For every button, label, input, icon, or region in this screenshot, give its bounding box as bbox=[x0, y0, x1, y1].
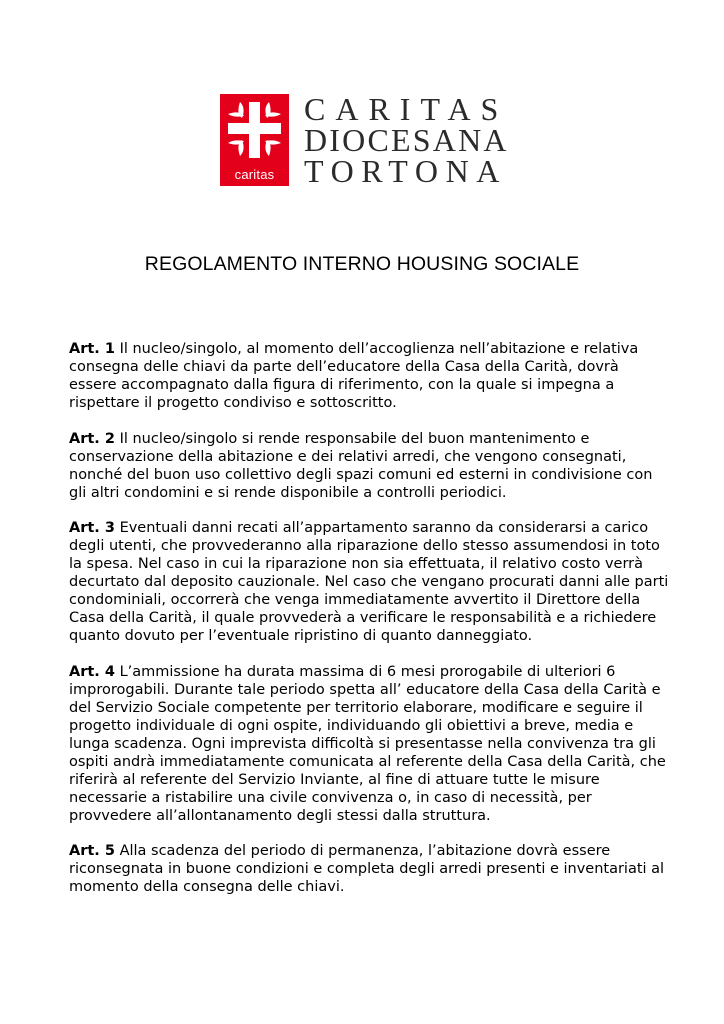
article-label: Art. 2 bbox=[69, 430, 115, 447]
articles-list bbox=[69, 340, 669, 914]
article-text: L’ammissione ha durata massima di 6 mesi prorogabile di ulteriori 6 improrogabili. Durante tale periodo spetta all’ educatore della Casa della Carità e del Servizio Sociale competente per territorio elaborare, modificare e seguire il progetto individuale di ogni ospite, individuando gli obiettivi a breve, media e lunga scadenza. Ogni imprevista difficoltà si presentasse nella convivenza tra gli ospiti andrà immediatamente comunicata al referente della Casa della Carità, che riferirà al referente del Servizio Inviante, al fine di attuare tutte le misure necessarie a ristabilire una civile convivenza o, in caso di necessità, per provvedere all’allontanamento degli stessi dalla struttura. bbox=[69, 663, 666, 824]
logo-wordmark bbox=[304, 91, 509, 189]
document-title: REGOLAMENTO INTERNO HOUSING SOCIALE bbox=[144, 253, 580, 275]
article-text: Il nucleo/singolo, al momento dell’accoglienza nell’abitazione e relativa consegna delle chiavi da parte dell’educatore della Casa della Carità, dovrà essere accompagnato dalla figura di riferimento, con la quale si impegna a rispettare il progetto condiviso e sottoscritto. bbox=[69, 341, 639, 411]
caritas-cross-icon bbox=[220, 94, 289, 186]
article-text: Eventuali danni recati all’appartamento saranno da considerarsi a carico degli utenti, che provvederanno alla riparazione dello stesso assumendosi in toto la spesa. Nel caso in cui la riparazione non sia effettuata, il relativo costo verrà decurtato dal deposito cauzionale. Nel caso che vengano procurati danni alle parti condominiali, occorrerà che venga immediatamente avvertito il Direttore della Casa della Carità, il quale provvederà a verificare le responsabilità e a richiedere quanto dovuto per l’eventuale ripristino di quanto danneggiato. bbox=[69, 520, 669, 644]
article-text: Il nucleo/singolo si rende responsabile del buon mantenimento e conservazione della abitazione e dei relativi arredi, che vengono consegnati, nonché del buon uso collettivo degli spazi comuni ed esterni in condivisione con gli altri condomini e si rende disponibile a controlli periodici. bbox=[69, 430, 653, 501]
caritas-logo bbox=[220, 91, 510, 190]
article-4 bbox=[69, 663, 669, 825]
logo-line-diocesana: DIOCESANA bbox=[304, 122, 509, 158]
logo-mark-word: caritas bbox=[234, 167, 275, 182]
article-label: Art. 1 bbox=[69, 341, 115, 357]
article-5 bbox=[69, 842, 669, 896]
article-1 bbox=[69, 340, 669, 412]
article-2 bbox=[69, 430, 669, 502]
article-3 bbox=[69, 519, 669, 645]
article-label: Art. 5 bbox=[69, 843, 115, 859]
article-text: Alla scadenza del periodo di permanenza, l’abitazione dovrà essere riconsegnata in buone condizioni e completa degli arredi presenti e inventariati al momento della consegna delle chiavi. bbox=[69, 843, 665, 895]
article-label: Art. 3 bbox=[69, 520, 115, 536]
article-label: Art. 4 bbox=[69, 663, 115, 680]
logo-line-tortona: TORTONA bbox=[304, 153, 507, 189]
logo-line-caritas: CARITAS bbox=[304, 91, 509, 127]
